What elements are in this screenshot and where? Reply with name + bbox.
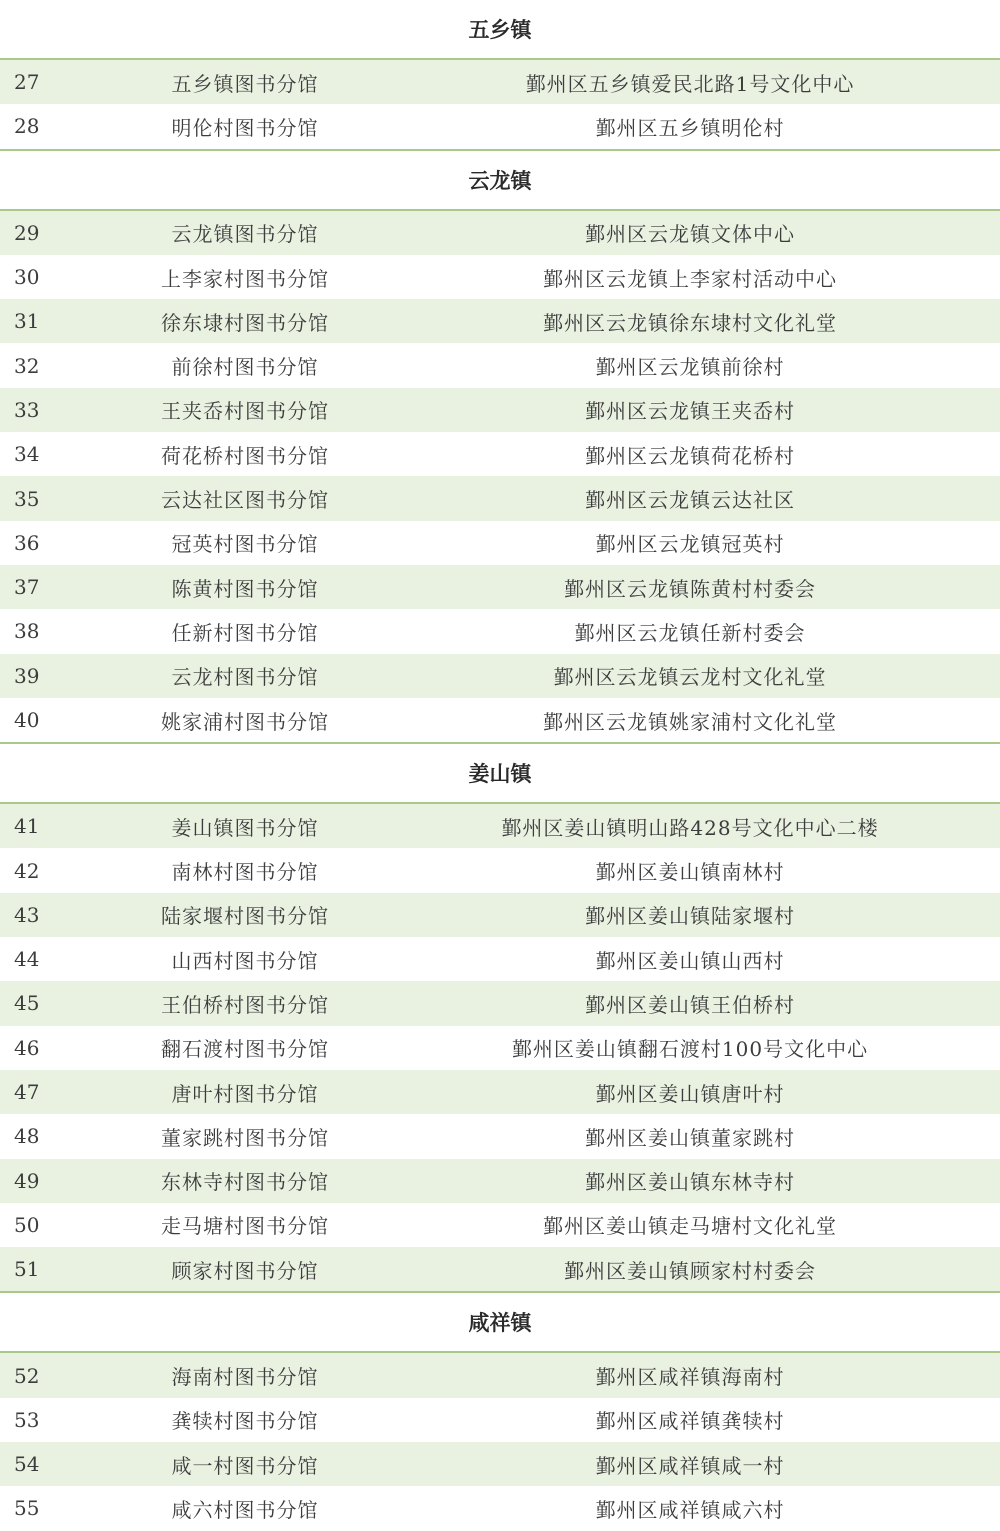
branch-name: 董家跳村图书分馆 (161, 1125, 329, 1150)
row-number: 52 (14, 1363, 40, 1388)
branch-address: 鄞州区咸祥镇海南村 (595, 1365, 785, 1390)
branch-name: 山西村图书分馆 (171, 948, 319, 973)
row-number: 54 (14, 1452, 40, 1477)
branch-address: 鄞州区姜山镇山西村 (595, 948, 785, 973)
table-row (0, 848, 1000, 892)
row-number: 30 (14, 265, 40, 290)
branch-name: 云达社区图书分馆 (161, 488, 329, 513)
branch-name: 荷花桥村图书分馆 (161, 443, 329, 468)
branch-name: 唐叶村图书分馆 (171, 1081, 319, 1106)
branch-address: 鄞州区姜山镇明山路428号文化中心二楼 (501, 815, 879, 840)
branch-address: 鄞州区姜山镇东林寺村 (585, 1170, 795, 1195)
row-number: 33 (14, 397, 40, 422)
branch-address: 鄞州区咸祥镇咸一村 (595, 1453, 785, 1478)
branch-name: 任新村图书分馆 (171, 620, 319, 645)
row-number: 40 (14, 708, 40, 732)
row-number: 44 (14, 947, 40, 972)
table-row (0, 58, 1000, 104)
branch-address: 鄞州区姜山镇王伯桥村 (585, 992, 795, 1017)
table-row (0, 654, 1000, 698)
row-number: 37 (14, 575, 40, 600)
table-row (0, 209, 1000, 255)
branch-address: 鄞州区云龙镇任新村委会 (574, 620, 806, 645)
row-number: 49 (14, 1168, 40, 1193)
branch-address: 鄞州区姜山镇陆家堰村 (585, 904, 795, 929)
row-number: 46 (14, 1035, 40, 1060)
branch-name: 咸一村图书分馆 (171, 1453, 319, 1478)
branch-name: 海南村图书分馆 (171, 1365, 319, 1390)
branch-address: 鄞州区姜山镇唐叶村 (595, 1081, 785, 1106)
branch-name: 云龙村图书分馆 (171, 665, 319, 690)
table-row (0, 388, 1000, 432)
row-number: 45 (14, 991, 40, 1016)
row-number: 42 (14, 858, 40, 883)
branch-address: 鄞州区姜山镇南林村 (595, 860, 785, 885)
table-row (0, 893, 1000, 937)
table-row (0, 1486, 1000, 1530)
table-row (0, 476, 1000, 520)
row-number: 32 (14, 353, 40, 378)
row-number: 43 (14, 902, 40, 927)
branch-name: 明伦村图书分馆 (171, 115, 319, 140)
branch-address: 鄞州区云龙镇姚家浦村文化礼堂 (543, 709, 837, 734)
branch-name: 王伯桥村图书分馆 (161, 992, 329, 1017)
branch-address: 鄞州区云龙镇文体中心 (585, 222, 795, 247)
row-number: 47 (14, 1080, 40, 1105)
table-row (0, 1070, 1000, 1114)
table-row (0, 1398, 1000, 1442)
row-number: 48 (14, 1124, 40, 1149)
row-number: 31 (14, 309, 40, 334)
section-title: 五乡镇 (0, 0, 1000, 58)
row-number: 29 (14, 220, 40, 245)
row-number: 27 (14, 70, 40, 95)
branch-name: 五乡镇图书分馆 (171, 71, 319, 96)
branch-name: 陈黄村图书分馆 (171, 576, 319, 601)
branch-address: 鄞州区云龙镇冠英村 (595, 532, 785, 557)
branch-address: 鄞州区五乡镇爱民北路1号文化中心 (525, 71, 855, 96)
branch-address: 鄞州区咸祥镇咸六村 (595, 1497, 785, 1522)
table-row (0, 432, 1000, 476)
table-row (0, 609, 1000, 653)
branch-name: 冠英村图书分馆 (171, 532, 319, 557)
branch-address: 鄞州区姜山镇顾家村村委会 (564, 1258, 816, 1283)
branch-name: 东林寺村图书分馆 (161, 1170, 329, 1195)
branch-address: 鄞州区云龙镇荷花桥村 (585, 443, 795, 468)
branch-name: 顾家村图书分馆 (171, 1258, 319, 1283)
table-row (0, 1247, 1000, 1293)
table-row (0, 937, 1000, 981)
branch-name: 咸六村图书分馆 (171, 1497, 319, 1522)
row-number: 38 (14, 619, 40, 644)
branch-name: 翻石渡村图书分馆 (161, 1037, 329, 1062)
branch-name: 云龙镇图书分馆 (171, 222, 319, 247)
row-number: 51 (14, 1257, 40, 1282)
branch-name: 姜山镇图书分馆 (171, 815, 319, 840)
table-row (0, 1159, 1000, 1203)
branch-address: 鄞州区姜山镇翻石渡村100号文化中心 (511, 1037, 869, 1062)
row-number: 28 (14, 114, 40, 139)
branch-name: 王夹岙村图书分馆 (161, 399, 329, 424)
table-row (0, 698, 1000, 744)
branch-address: 鄞州区云龙镇前徐村 (595, 355, 785, 380)
table-row (0, 1442, 1000, 1486)
branch-name: 上李家村图书分馆 (161, 266, 329, 291)
branch-address: 鄞州区云龙镇王夹岙村 (585, 399, 795, 424)
branch-name: 南林村图书分馆 (171, 860, 319, 885)
branch-name: 徐东埭村图书分馆 (161, 310, 329, 335)
branch-address: 鄞州区五乡镇明伦村 (595, 115, 785, 140)
row-number: 53 (14, 1407, 40, 1432)
table-row (0, 255, 1000, 299)
branch-address: 鄞州区云龙镇云达社区 (585, 488, 795, 513)
row-number: 50 (14, 1212, 40, 1237)
table-row (0, 299, 1000, 343)
branch-name: 前徐村图书分馆 (171, 355, 319, 380)
table-row (0, 1026, 1000, 1070)
row-number: 36 (14, 530, 40, 555)
branch-address: 鄞州区云龙镇徐东埭村文化礼堂 (543, 310, 837, 335)
row-number: 41 (14, 814, 40, 839)
table-row (0, 981, 1000, 1025)
table-row (0, 1114, 1000, 1158)
section-title: 姜山镇 (0, 744, 1000, 802)
row-number: 39 (14, 663, 40, 688)
section-title: 咸祥镇 (0, 1293, 1000, 1351)
branch-address: 鄞州区云龙镇上李家村活动中心 (543, 266, 837, 291)
branch-address: 鄞州区姜山镇董家跳村 (585, 1125, 795, 1150)
branch-name: 龚犊村图书分馆 (171, 1409, 319, 1434)
branch-address: 鄞州区咸祥镇龚犊村 (595, 1409, 785, 1434)
branch-name: 走马塘村图书分馆 (161, 1214, 329, 1239)
branch-address: 鄞州区姜山镇走马塘村文化礼堂 (543, 1214, 837, 1239)
section-title: 云龙镇 (0, 151, 1000, 209)
row-number: 35 (14, 486, 40, 511)
table-row (0, 521, 1000, 565)
branch-address: 鄞州区云龙镇云龙村文化礼堂 (553, 665, 827, 690)
table-row (0, 802, 1000, 848)
table-row (0, 104, 1000, 150)
branch-name: 姚家浦村图书分馆 (161, 709, 329, 734)
table-row (0, 343, 1000, 387)
table-row (0, 1203, 1000, 1247)
row-number: 34 (14, 442, 40, 467)
branch-address: 鄞州区云龙镇陈黄村村委会 (564, 576, 816, 601)
table-row (0, 1351, 1000, 1397)
row-number: 55 (14, 1496, 40, 1521)
table-row (0, 565, 1000, 609)
branch-name: 陆家堰村图书分馆 (161, 904, 329, 929)
